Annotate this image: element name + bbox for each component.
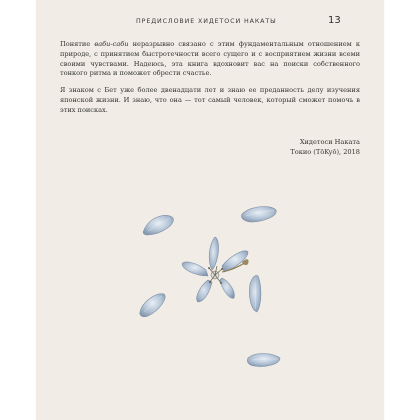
petal-bottom-left [140, 294, 165, 317]
book-page [36, 0, 384, 420]
body-text [60, 40, 360, 123]
place-and-year: Токио (TōKyō), 2018 [290, 147, 360, 156]
petal-top-right [241, 207, 276, 222]
central-flower [182, 237, 249, 302]
page-number: 13 [328, 15, 341, 26]
petal-bottom-right [247, 354, 280, 367]
paragraph-1-start: Понятие [60, 40, 95, 48]
paragraph-1 [60, 40, 360, 79]
chapter-title: ПРЕДИСЛОВИЕ ХИДЕТОСИ НАКАТЫ [136, 18, 277, 25]
running-header [36, 15, 384, 29]
paragraph-1-rest: неразрывно связано с этим фундаментальным отношением к природе, с принятием быстротечности всего сущего и с восприятием жизни всеми своими чувствами. Надеюсь, эта книга вдохновит вас на поиски собственного тонкого ритма и поможет обрести счастье. [60, 40, 360, 78]
petal-top-left [143, 215, 173, 235]
paragraph-2: Я знаком с Бет уже более двенадцати лет и знаю ее преданность делу изучения японской жизни. И знаю, что она — тот самый человек, который сможет помочь в этих поисках. [60, 86, 360, 114]
author-name: Хидетоси Наката [299, 138, 360, 146]
wabi-sabi-term: ваби-саби [94, 40, 129, 48]
signature-block [290, 138, 360, 158]
petal-right [249, 275, 261, 312]
